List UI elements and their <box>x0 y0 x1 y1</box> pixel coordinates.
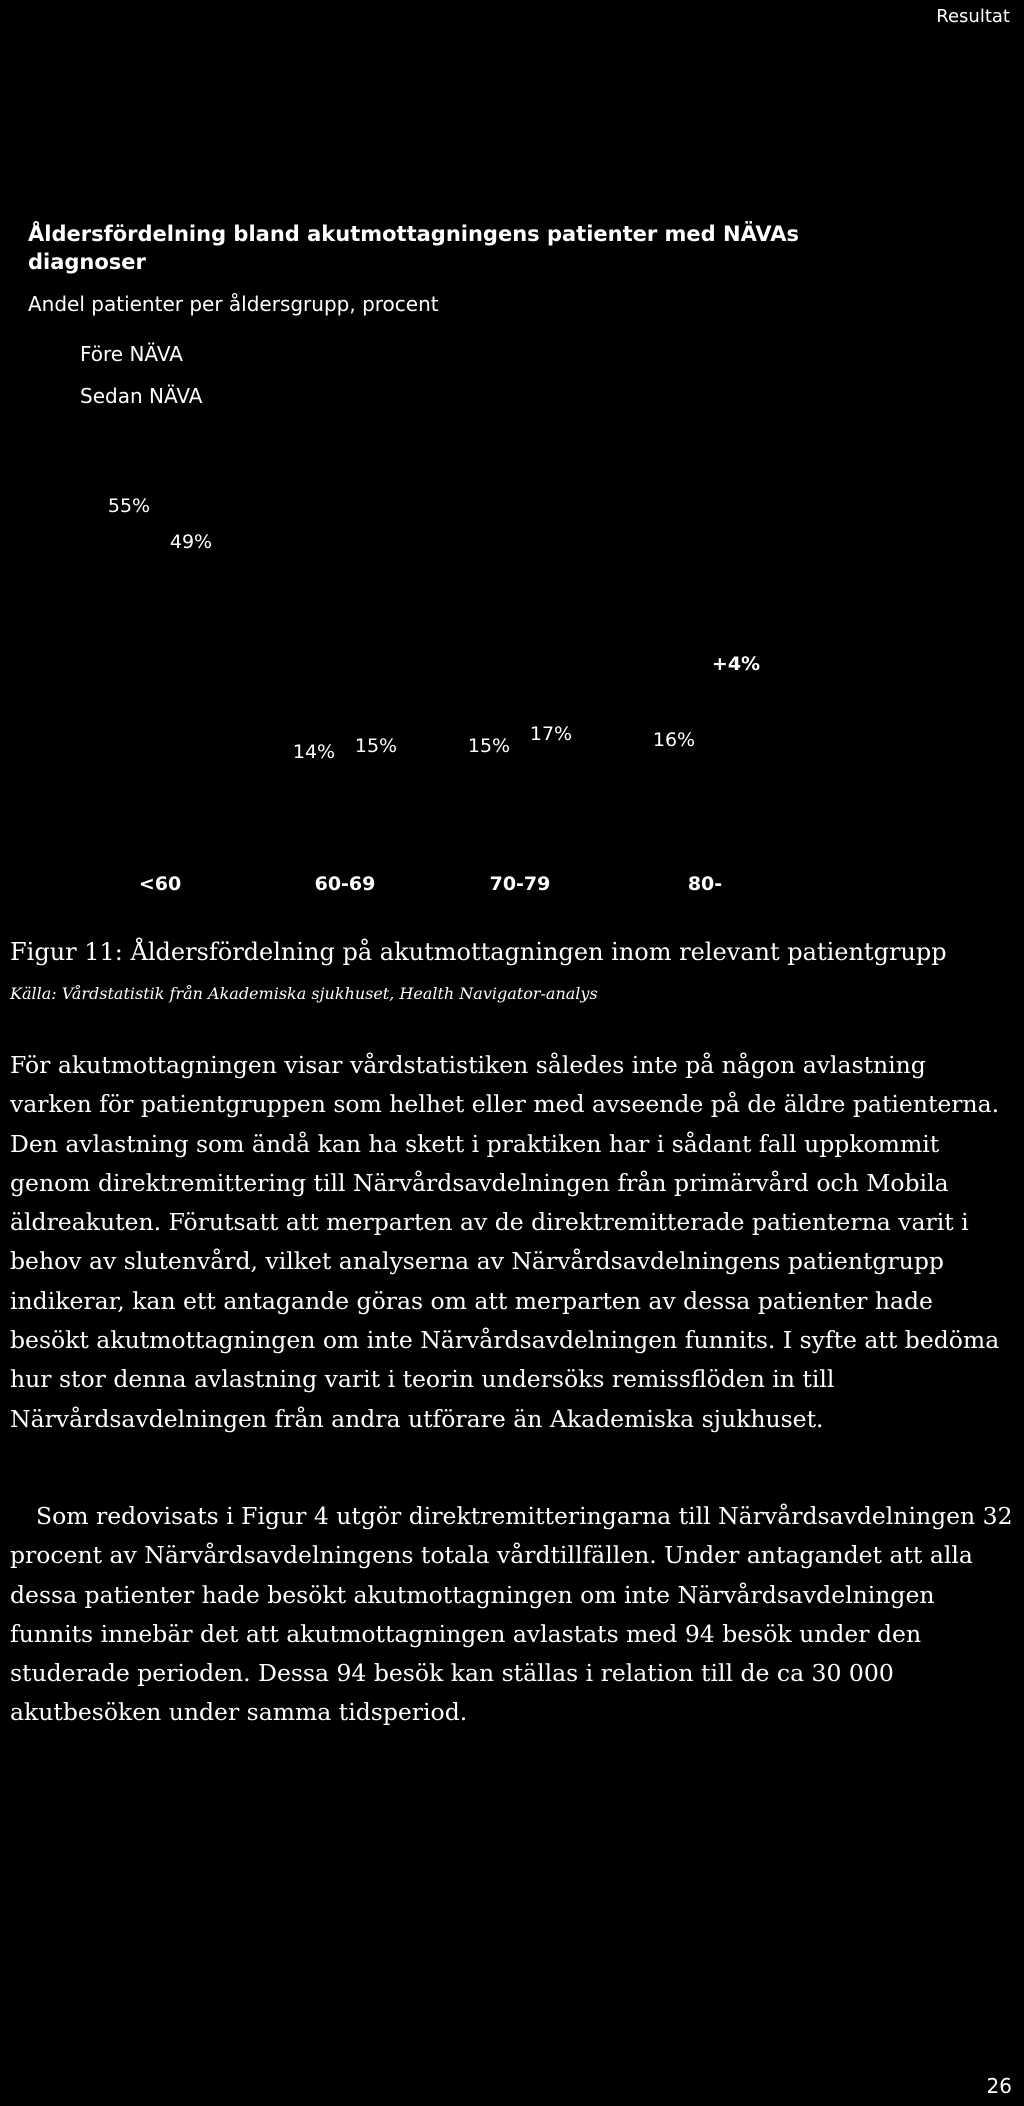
category-label-0: <60 <box>138 873 182 895</box>
annotation-0: +4% <box>711 653 761 675</box>
legend-entry-fore: Före NÄVA <box>80 342 183 366</box>
body-paragraph-1: För akutmottagningen visar vårdstatistiken således inte på någon avlastning varken för patientgruppen som helhet eller med avseende på de äldre patienterna. Den avlastning som ändå kan ha skett i praktiken har i sådant fall uppkommit genom direktremittering till Närvårdsavdelningen från primärvård och Mobila äldreakuten. Förutsatt att merparten av de direktremitterade patienterna varit i behov av slutenvård, vilket analyserna av Närvårdsavdelningens patientgrupp indikerar, kan ett antagande göras om att merparten av dessa patienter hade besökt akutmottagningen om inte Närvårdsavdelningen funnits. I syfte att bedöma hur stor denna avlastning varit i teorin undersöks remissflöden in till Närvårdsavdelningen från andra utförare än Akademiska sjukhuset. <box>10 1051 1000 1433</box>
page-number: 26 <box>986 2074 1012 2098</box>
bar-fore-1 <box>288 766 340 850</box>
age-distribution-chart <box>0 470 1024 910</box>
data-label-sedan-0: 49% <box>169 531 213 553</box>
category-label-1: 60-69 <box>314 873 376 895</box>
legend-entry-sedan: Sedan NÄVA <box>80 384 203 408</box>
figure-source: Källa: Vårdstatistik från Akademiska sjukhuset, Health Navigator-analys <box>10 984 598 1003</box>
data-label-sedan-1: 15% <box>354 735 398 757</box>
bar-fore-2 <box>463 760 515 850</box>
data-label-sedan-2: 17% <box>529 723 573 745</box>
bar-sedan-2 <box>525 748 577 850</box>
data-label-fore-3: 16% <box>652 729 696 751</box>
category-label-2: 70-79 <box>489 873 551 895</box>
chart-title: Åldersfördelning bland akutmottagningens patienter med NÄVAs diagnoser <box>28 222 799 274</box>
bar-fore-0 <box>103 520 155 850</box>
bar-fore-3 <box>648 754 700 850</box>
data-label-fore-2: 15% <box>467 735 511 757</box>
bar-sedan-1 <box>350 760 402 850</box>
figure-caption: Figur 11: Åldersfördelning på akutmottagningen inom relevant patientgrupp <box>10 938 947 966</box>
section-header: Resultat <box>936 6 1010 27</box>
bar-sedan-3 <box>710 730 762 850</box>
bar-sedan-0 <box>165 556 217 850</box>
body-paragraph-2: Som redovisats i Figur 4 utgör direktremitteringarna till Närvårdsavdelningen 32 procent av Närvårdsavdelningens totala vårdtillfällen. Under antagandet att alla dessa patienter hade besökt akutmottagningen om inte Närvårdsavdelningen funnits innebär det att akutmottagningen avlastats med 94 besök under den studerade perioden. Dessa 94 besök kan ställas i relation till de ca 30 000 akutbesöken under samma tidsperiod. <box>10 1502 1013 1727</box>
data-label-fore-0: 55% <box>107 495 151 517</box>
data-label-fore-1: 14% <box>292 741 336 763</box>
chart-subtitle: Andel patienter per åldersgrupp, procent <box>28 292 439 316</box>
category-label-3: 80- <box>687 873 723 895</box>
